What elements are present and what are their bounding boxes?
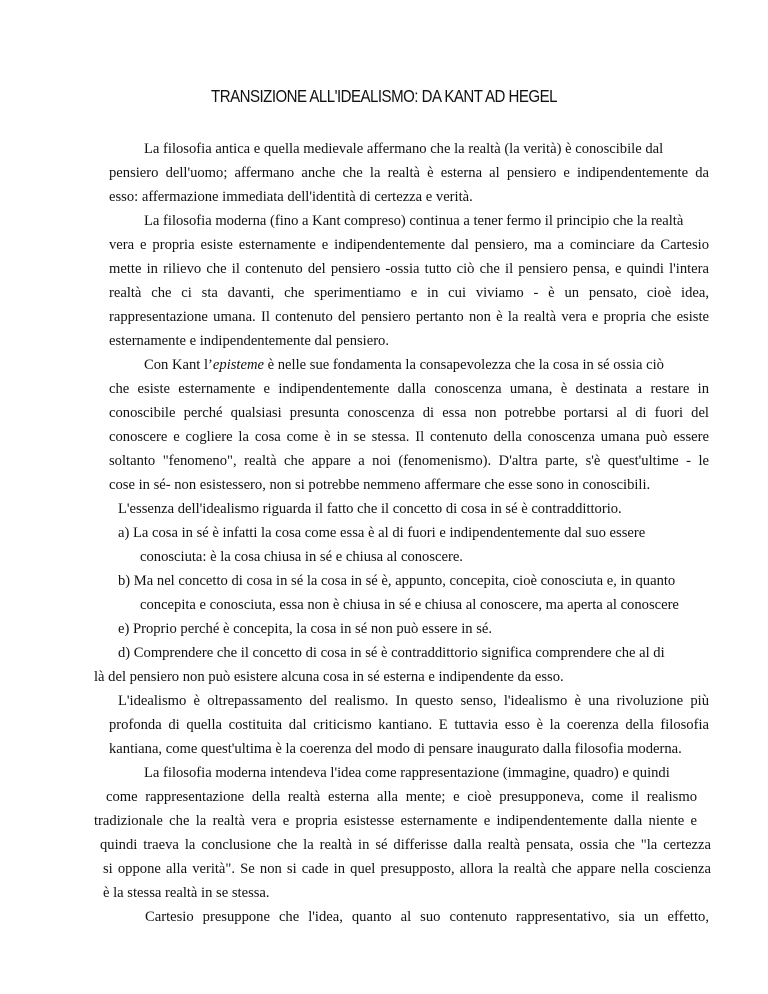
text-line: vera e propria esiste esternamente e indipendentemente dal pensiero, ma a cominciare da Cartesio	[109, 237, 709, 253]
text-line: La filosofia moderna intendeva l'idea come rappresentazione (immagine, quadro) e quindi	[144, 765, 670, 781]
list-item: d) Comprendere che il concetto di cosa in sé è contraddittorio significa comprendere che al di	[118, 645, 665, 661]
text-line: Cartesio presuppone che l'idea, quanto al suo contenuto rappresentativo, sia un effetto,	[145, 909, 709, 925]
text-line: mette in rilievo che il contenuto del pensiero -ossia tutto ciò che il pensiero pensa, e quindi l'intera	[109, 261, 709, 277]
list-item-continuation: conosciuta: è la cosa chiusa in sé e chiusa al conoscere.	[140, 549, 463, 565]
page-title: TRANSIZIONE ALL'IDEALISMO: DA KANT AD HEGEL	[211, 86, 557, 106]
text-line: come rappresentazione della realtà esterna alla mente; e cioè presupponeva, come il realismo	[106, 789, 697, 805]
text-line: La filosofia antica e quella medievale affermano che la realtà (la verità) è conoscibile dal	[144, 141, 664, 157]
list-item-continuation: concepita e conosciuta, essa non è chiusa in sé e chiusa al conoscere, ma aperta al conoscere	[140, 597, 679, 613]
text-line: soltanto "fenomeno", realtà che appare a noi (fenomenismo). D'altra parte, s'è quest'ultime - le	[109, 453, 709, 469]
list-item: a) La cosa in sé è infatti la cosa come essa è al di fuori e indipendentemente dal suo essere	[118, 525, 646, 541]
text-line: L'idealismo è oltrepassamento del realismo. In questo senso, l'idealismo è una rivoluzione più	[118, 693, 709, 709]
list-item: b) Ma nel concetto di cosa in sé la cosa in sé è, appunto, concepita, cioè conosciuta e, in quanto	[118, 573, 676, 589]
text-line: è la stessa realtà in se stessa.	[103, 885, 270, 901]
text-line: che esiste esternamente e indipendentemente dalla conoscenza umana, è destinata a restare in	[109, 381, 709, 397]
list-item: e) Proprio perché è concepita, la cosa in sé non può essere in sé.	[118, 621, 493, 637]
text-line: L'essenza dell'idealismo riguarda il fatto che il concetto di cosa in sé è contraddittorio.	[118, 501, 622, 517]
text-line: tradizionale che la realtà vera e propria esistesse esternamente e indipendentemente dalla niente e	[94, 813, 697, 829]
text-span: è nelle sue fondamenta la consapevolezza che la cosa in sé ossia ciò	[263, 357, 664, 373]
text-line: conoscibile perché qualsiasi presunta conoscenza di essa non potrebbe portarsi al di fuori del	[109, 405, 709, 421]
text-line: kantiana, come quest'ultima è la coerenza del modo di pensare inaugurato dalla filosofia moderna.	[109, 741, 682, 757]
text-line: pensiero dell'uomo; affermano anche che la realtà è esterna al pensiero e indipendentemente da	[109, 165, 709, 181]
list-item-continuation: là del pensiero non può esistere alcuna cosa in sé esterna e indipendente da esso.	[94, 669, 564, 685]
text-line	[144, 356, 664, 374]
text-line: cose in sé- non esistessero, non si potrebbe nemmeno affermare che esse sono in conoscibili.	[109, 477, 651, 493]
text-line: esso: affermazione immediata dell'identità di certezza e verità.	[109, 189, 473, 205]
text-line: profonda di quella costituita dal criticismo kantiano. E tuttavia esso è la coerenza della filosofia	[109, 717, 709, 733]
text-line: conoscere e cogliere la cosa come è in se stessa. Il contenuto della conoscenza umana può essere	[109, 429, 709, 445]
italic-term: episteme	[212, 357, 264, 373]
text-line: quindi traeva la conclusione che la realtà in sé differisse dalla realtà pensata, ossia che "la certezza	[100, 837, 711, 853]
text-line: La filosofia moderna (fino a Kant compreso) continua a tener fermo il principio che la realtà	[144, 213, 684, 229]
text-line: si oppone alla verità". Se non si cade in quel presupposto, allora la realtà che appare nella coscienza	[103, 861, 711, 877]
text-line: rappresentazione umana. Il contenuto del pensiero pertanto non è la realtà vera e propria che esiste	[109, 309, 709, 325]
text-line: realtà che ci sta davanti, che sperimentiamo e in cui viviamo - è un pensato, cioè idea,	[109, 285, 709, 301]
text-span: Con Kant l’	[144, 357, 213, 373]
text-line: esternamente e indipendentemente dal pensiero.	[109, 333, 390, 349]
